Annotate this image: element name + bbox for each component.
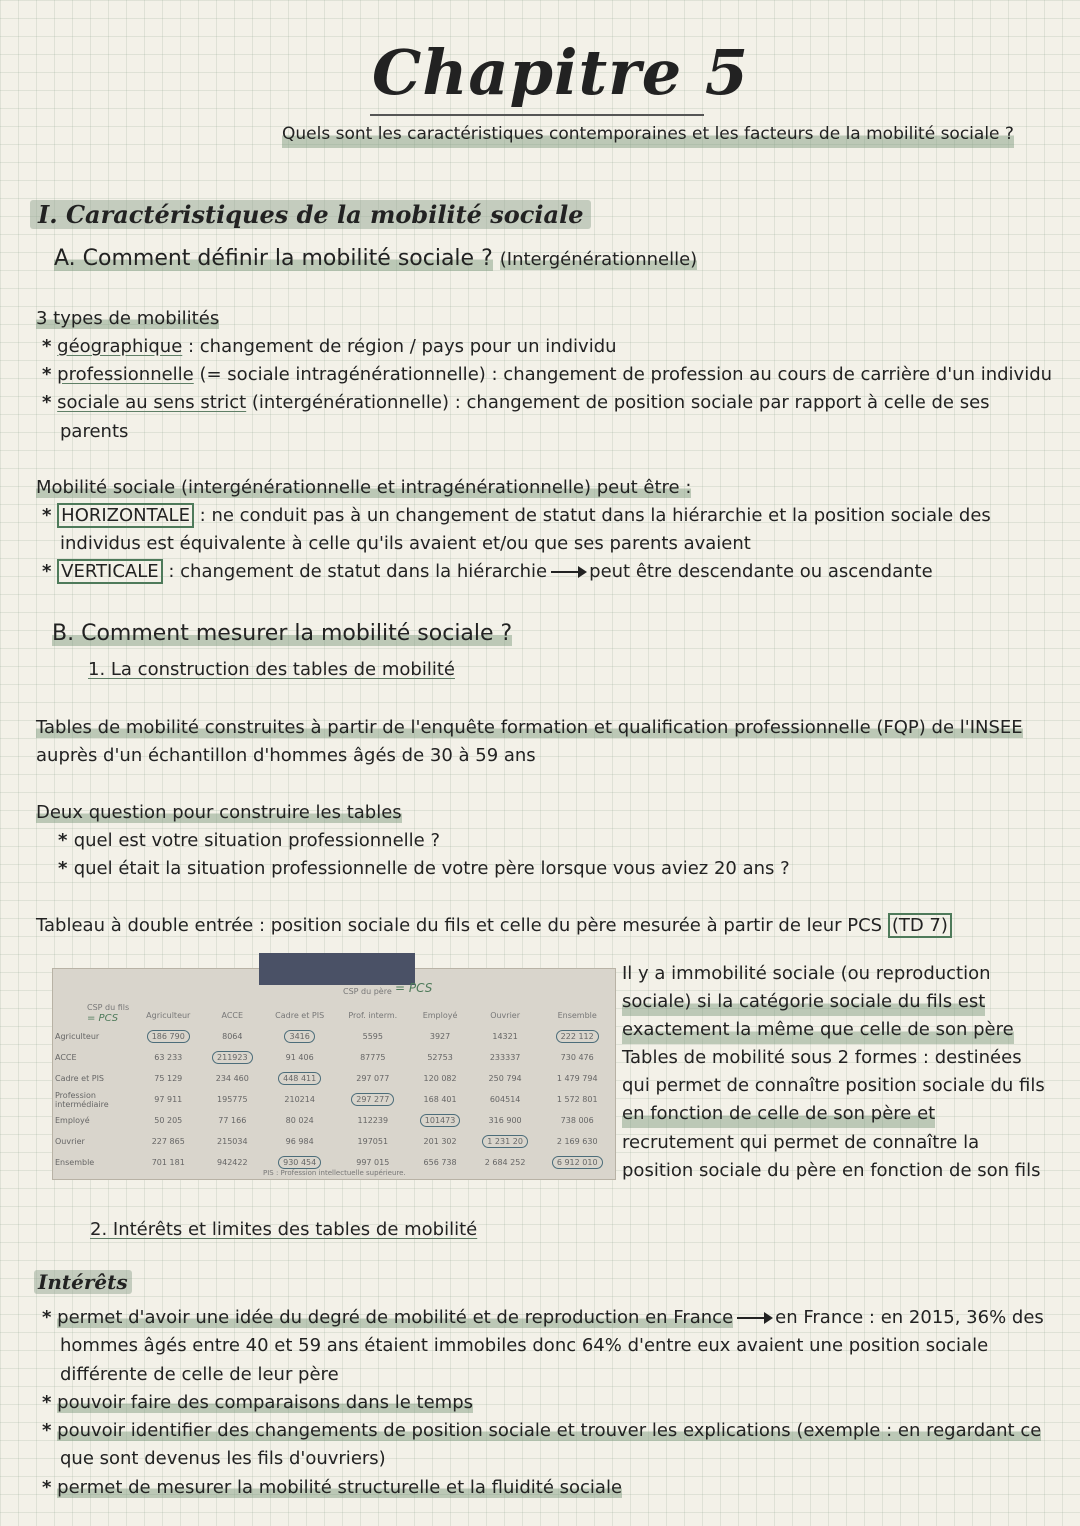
cell: 738 006 <box>560 1116 594 1125</box>
question-2 <box>58 855 790 883</box>
side-line-7: recrutement qui permet de connaître la <box>622 1132 980 1153</box>
table-corner: CSP du fils <box>87 1003 130 1012</box>
types-heading <box>36 305 219 333</box>
horizontal-cont: individus est équivalente à celle qu'ils avaient et/ou que ses parents avaient <box>60 533 751 554</box>
bullet: * <box>42 336 52 357</box>
sub2-title <box>90 1216 477 1244</box>
cell: 197051 <box>357 1137 389 1146</box>
horizontal-term: HORIZONTALE <box>57 503 194 528</box>
redacted-block <box>259 953 415 985</box>
q-heading-text: Deux question pour construire les tables <box>36 802 402 823</box>
table-header-empty <box>53 1005 135 1026</box>
cell: 201 302 <box>423 1137 457 1146</box>
cell: 942422 <box>217 1158 248 1167</box>
section-a-title-text: A. Comment définir la mobilité sociale ? <box>54 246 493 271</box>
arrow-icon <box>551 571 585 573</box>
circled-value: 6 912 010 <box>552 1156 603 1169</box>
title-underline <box>370 114 704 116</box>
row-label: Ouvrier <box>55 1137 85 1146</box>
section-1-title: I. Caractéristiques de la mobilité sociale <box>30 200 591 229</box>
table-row <box>53 1110 615 1131</box>
side-line-1: Il y a immobilité sociale (ou reproduction <box>622 963 991 984</box>
type-term: géographique <box>57 336 183 357</box>
interet-item-1-d: différente de celle de leur père <box>60 1364 339 1385</box>
cell: 701 181 <box>151 1158 185 1167</box>
cell: 730 476 <box>560 1053 594 1062</box>
vertical-def2: peut être descendante ou ascendante <box>589 561 933 582</box>
cell: 50 205 <box>154 1116 183 1125</box>
type-item-1 <box>42 333 617 361</box>
table-col-header: Agriculteur <box>146 1011 191 1020</box>
interet-item-3 <box>42 1417 1041 1445</box>
question-1-text: quel est votre situation professionnelle ? <box>73 830 441 851</box>
table-row <box>53 1068 615 1089</box>
side-line-8: position sociale du père en fonction de son fils <box>622 1160 1041 1181</box>
cell: 234 460 <box>215 1074 249 1083</box>
table-row <box>53 1047 615 1068</box>
cell: 96 984 <box>285 1137 314 1146</box>
cell: 604514 <box>489 1095 521 1104</box>
cell <box>263 1068 336 1089</box>
question-2-text: quel était la situation professionnelle de votre père lorsque vous aviez 20 ans ? <box>73 858 790 879</box>
cell <box>263 1026 336 1047</box>
side-line-4: Tables de mobilité sous 2 formes : destinées <box>622 1047 1022 1068</box>
table-col-header: Ensemble <box>557 1011 597 1020</box>
vertical-item <box>42 558 933 586</box>
row-label: Employé <box>55 1116 90 1125</box>
cell: 97 911 <box>154 1095 183 1104</box>
page-title: Chapitre 5 <box>372 36 749 109</box>
cell: 1 572 801 <box>556 1095 598 1104</box>
cell: 250 794 <box>488 1074 522 1083</box>
cell: 2 684 252 <box>484 1158 526 1167</box>
cell: 233337 <box>489 1053 521 1062</box>
type-item-3-cont: parents <box>60 421 129 442</box>
cell: 91 406 <box>285 1053 314 1062</box>
interet-item-4 <box>42 1474 622 1502</box>
bullet: * <box>42 1420 52 1441</box>
cell: 195775 <box>217 1095 248 1104</box>
horizontal-item <box>42 502 991 530</box>
cell: 168 401 <box>423 1095 457 1104</box>
bullet: * <box>42 505 52 526</box>
side-line-6: en fonction de celle de son père et <box>622 1100 935 1128</box>
mobility-table <box>53 1005 615 1173</box>
cell: 87775 <box>360 1053 386 1062</box>
circled-value: 1 231 20 <box>482 1135 528 1148</box>
cell <box>471 1131 540 1152</box>
cell: 120 082 <box>423 1074 457 1083</box>
type-item-3 <box>42 389 990 417</box>
bullet: * <box>42 561 52 582</box>
section-a-title <box>54 245 697 274</box>
row-label: Agriculteur <box>55 1032 100 1041</box>
interet-4a: permet de mesurer la mobilité structurelle et la fluidité sociale <box>57 1477 623 1498</box>
type-def: : changement de région / pays pour un individu <box>182 336 617 357</box>
vertical-def: : changement de statut dans la hiérarchie <box>162 561 548 582</box>
circled-value: 448 411 <box>278 1072 321 1085</box>
table-col-header: Cadre et PIS <box>275 1011 325 1020</box>
td-ref: (TD 7) <box>888 913 952 938</box>
type-term: sociale au sens strict <box>57 392 247 413</box>
arrow-icon <box>737 1317 771 1319</box>
bullet: * <box>42 392 52 413</box>
cell: 8064 <box>222 1032 243 1041</box>
mobility-table-photo <box>52 968 616 1180</box>
circled-value: 930 454 <box>278 1156 321 1169</box>
cell <box>409 1110 471 1131</box>
type-item-2 <box>42 361 1052 389</box>
horizontal-def: : ne conduit pas à un changement de statut dans la hiérarchie et la position sociale des <box>193 505 991 526</box>
para-1a-text: Tables de mobilité construites à partir de l'enquête formation et qualification professionnelle (FQP) de l'INSEE <box>36 717 1023 738</box>
type-term: professionnelle <box>57 364 194 385</box>
side-line-2: sociale) si la catégorie sociale du fils est <box>622 988 985 1016</box>
cell: 297 077 <box>356 1074 390 1083</box>
sub1-title-text: 1. La construction des tables de mobilité <box>88 659 455 680</box>
row-label: Profession intermédiaire <box>55 1090 109 1109</box>
table-row <box>53 1089 615 1110</box>
table-top-header: CSP du père <box>343 987 392 996</box>
interets-heading: Intérêts <box>34 1270 132 1294</box>
cell: 63 233 <box>154 1053 183 1062</box>
section-b-title-text: B. Comment mesurer la mobilité sociale ? <box>52 621 513 646</box>
interet-1b: en France : en 2015, 36% des <box>775 1307 1044 1328</box>
bullet: * <box>58 858 74 879</box>
row-label: Cadre et PIS <box>55 1074 105 1083</box>
side-line-5: qui permet de connaître position sociale du fils <box>622 1075 1045 1096</box>
chapter-question: Quels sont les caractéristiques contemporaines et les facteurs de la mobilité sociale ? <box>282 120 1014 148</box>
cell: 215034 <box>217 1137 248 1146</box>
bullet: * <box>42 1307 52 1328</box>
cell: 1 479 794 <box>556 1074 598 1083</box>
interet-item-1-c: hommes âgés entre 40 et 59 ans étaient immobiles donc 64% d'entre eux avaient une position sociale <box>60 1335 989 1356</box>
cell: 52753 <box>427 1053 453 1062</box>
q-heading <box>36 799 402 827</box>
cell <box>202 1047 264 1068</box>
types-heading-text: 3 types de mobilités <box>36 308 220 329</box>
section-a-note: (Intergénérationnelle) <box>499 249 698 270</box>
cell: 75 129 <box>154 1074 183 1083</box>
cell: 80 024 <box>285 1116 314 1125</box>
vertical-term: VERTICALE <box>57 559 162 584</box>
circled-value: 211923 <box>212 1051 253 1064</box>
tableau-text: Tableau à double entrée : position sociale du fils et celle du père mesurée à partir de leur PCS <box>36 915 883 936</box>
cell: 997 015 <box>356 1158 390 1167</box>
cell <box>539 1026 615 1047</box>
cell <box>539 1152 615 1173</box>
cell: 316 900 <box>488 1116 522 1125</box>
table-col-header: ACCE <box>221 1011 244 1020</box>
mobility-heading <box>36 474 691 502</box>
type-def: (intergénérationnelle) : changement de position sociale par rapport à celle de ses <box>246 392 990 413</box>
circled-value: 101473 <box>420 1114 461 1127</box>
mobility-heading-text: Mobilité sociale (intergénérationnelle et intragénérationnelle) peut être : <box>36 477 692 498</box>
tableau-line <box>36 912 952 940</box>
table-header-row <box>53 1005 615 1026</box>
cell: 656 738 <box>423 1158 457 1167</box>
cell: 2 169 630 <box>556 1137 598 1146</box>
table-col-header: Employé <box>422 1011 458 1020</box>
para-1b: auprès d'un échantillon d'hommes âgés de 30 à 59 ans <box>36 745 536 766</box>
interet-item-1 <box>42 1304 1044 1332</box>
table-corner-hw: = PCS <box>87 1013 119 1024</box>
interet-2a: pouvoir faire des comparaisons dans le temps <box>57 1392 474 1413</box>
table-top-handwritten: = PCS <box>395 981 433 995</box>
cell: 77 166 <box>218 1116 247 1125</box>
circled-value: 186 790 <box>147 1030 190 1043</box>
table-footnote: PIS : Profession intellectuelle supérieure. <box>263 1169 406 1177</box>
cell <box>135 1026 202 1047</box>
table-row <box>53 1131 615 1152</box>
interet-1a: permet d'avoir une idée du degré de mobilité et de reproduction en France <box>57 1307 734 1328</box>
interet-3a: pouvoir identifier des changements de position sociale et trouver les explications (exemple : en regardant ce <box>57 1420 1042 1441</box>
circled-value: 3416 <box>284 1030 314 1043</box>
cell: 227 865 <box>151 1137 185 1146</box>
bullet: * <box>58 830 74 851</box>
sub2-title-text: 2. Intérêts et limites des tables de mobilité <box>90 1219 478 1240</box>
bullet: * <box>42 1392 52 1413</box>
bullet: * <box>42 364 52 385</box>
cell: 210214 <box>284 1095 315 1104</box>
cell: 112239 <box>357 1116 389 1125</box>
bullet: * <box>42 1477 52 1498</box>
para-1a <box>36 714 1023 742</box>
cell <box>336 1089 409 1110</box>
table-col-header: Ouvrier <box>490 1011 521 1020</box>
sub1-title <box>88 656 455 684</box>
circled-value: 222 112 <box>556 1030 599 1043</box>
cell: 14321 <box>492 1032 518 1041</box>
interet-item-3-c: que sont devenus les fils d'ouvriers) <box>60 1448 386 1469</box>
circled-value: 297 277 <box>351 1093 394 1106</box>
type-def: (= sociale intragénérationnelle) : changement de profession au cours de carrière d'un individu <box>193 364 1053 385</box>
interet-item-2 <box>42 1389 473 1417</box>
table-col-header: Prof. interm. <box>348 1011 398 1020</box>
cell: 3927 <box>429 1032 451 1041</box>
section-b-title <box>52 620 512 648</box>
row-label: ACCE <box>55 1053 77 1062</box>
side-line-3: exactement la même que celle de son père <box>622 1016 1014 1044</box>
question-1 <box>58 827 440 855</box>
cell: 5595 <box>362 1032 383 1041</box>
row-label: Ensemble <box>55 1158 95 1167</box>
table-row <box>53 1026 615 1047</box>
